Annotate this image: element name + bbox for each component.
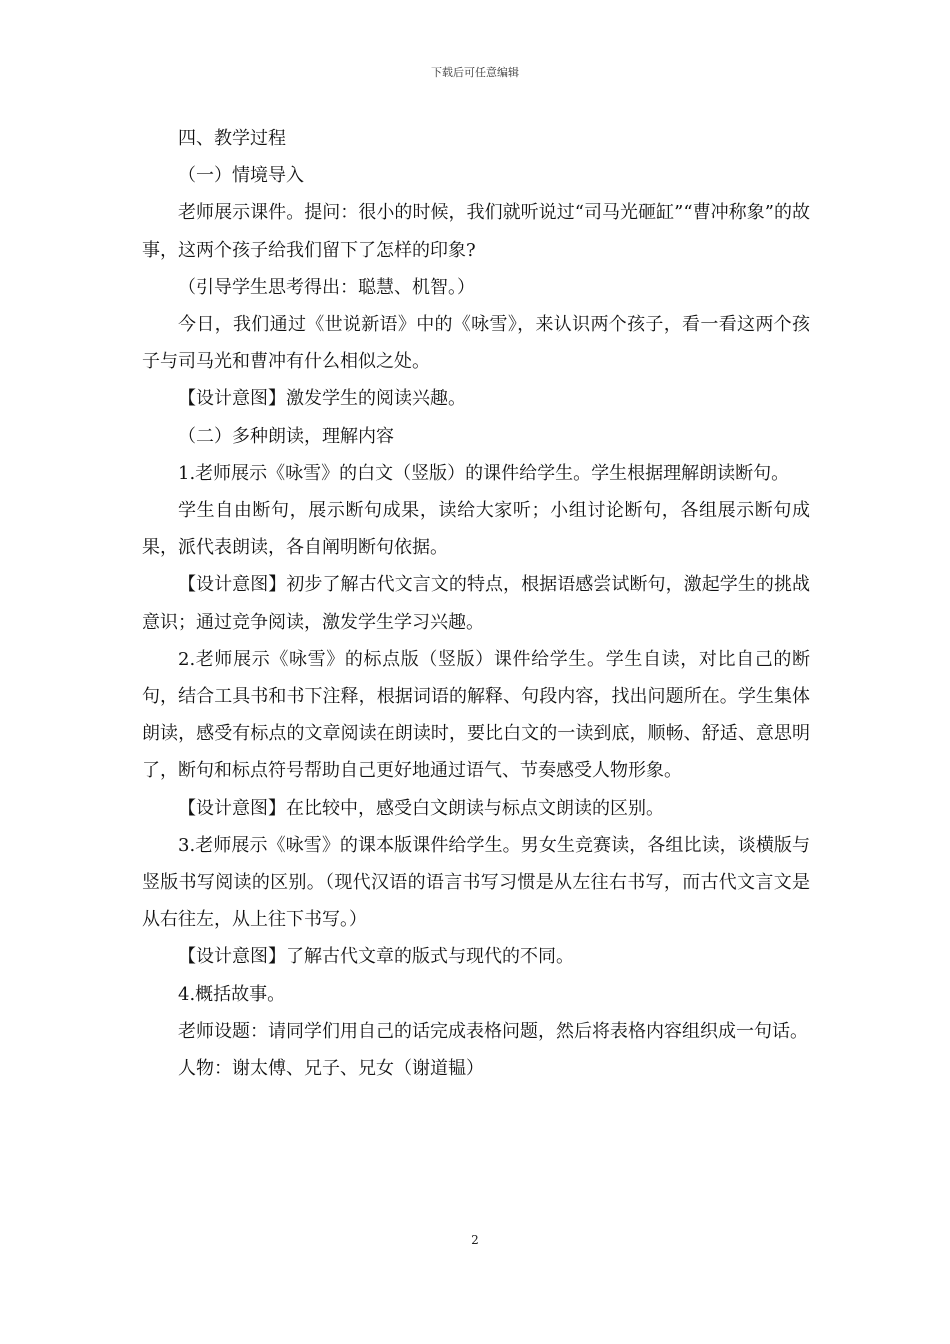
- document-body: [142, 120, 810, 1087]
- paragraph: 老师设题：请同学们用自己的话完成表格问题，然后将表格内容组织成一句话。: [178, 1020, 808, 1042]
- subheading-reading: （二）多种朗读，理解内容: [178, 425, 394, 447]
- design-intent: 【设计意图】初步了解古代文言文的特点，根据语感尝试断句，激起学生的挑战意识；通过竞争阅读，激发学生学习兴趣。: [142, 574, 810, 633]
- subheading-situation-intro: （一）情境导入: [178, 165, 304, 187]
- design-intent: 【设计意图】在比较中，感受白文朗读与标点文朗读的区别。: [178, 797, 664, 819]
- paragraph: （引导学生思考得出：聪慧、机智。）: [178, 276, 475, 298]
- paragraph: 3.老师展示《咏雪》的课本版课件给学生。男女生竞赛读，各组比读，谈横版与竖版书写阅读的区别。（现代汉语的语言书写习惯是从左往右书写，而古代文言文是从右往左，从上往下书写。）: [142, 834, 810, 931]
- paragraph: 1.老师展示《咏雪》的白文（竖版）的课件给学生。学生根据理解朗读断句。: [178, 462, 790, 484]
- paragraph: 人物：谢太傅、兄子、兄女（谢道韫）: [178, 1058, 484, 1080]
- page-number: 2: [471, 1233, 479, 1247]
- paragraph: 4.概括故事。: [178, 983, 286, 1005]
- heading-teaching-process: 四、教学过程: [178, 128, 286, 149]
- paragraph: 学生自由断句，展示断句成果，读给大家听；小组讨论断句，各组展示断句成果，派代表朗读，各自阐明断句依据。: [142, 500, 810, 559]
- page-header: 下载后可任意编辑: [431, 66, 519, 79]
- paragraph: 2.老师展示《咏雪》的标点版（竖版）课件给学生。学生自读，对比自己的断句，结合工具书和书下注释，根据词语的解释、句段内容，找出问题所在。学生集体朗读，感受有标点的文章阅读在朗读时，要比白文的一读到底，顺畅、舒适、意思明了，断句和标点符号帮助自己更好地通过语气、节奏感受人物形象。: [142, 648, 810, 782]
- paragraph: 老师展示课件。提问：很小的时候，我们就听说过“司马光砸缸”“曹冲称象”的故事，这两个孩子给我们留下了怎样的印象?: [142, 202, 810, 261]
- design-intent: 【设计意图】了解古代文章的版式与现代的不同。: [178, 946, 574, 968]
- paragraph: 今日，我们通过《世说新语》中的《咏雪》，来认识两个孩子，看一看这两个孩子与司马光和曹冲有什么相似之处。: [142, 314, 810, 373]
- design-intent: 【设计意图】激发学生的阅读兴趣。: [178, 388, 466, 410]
